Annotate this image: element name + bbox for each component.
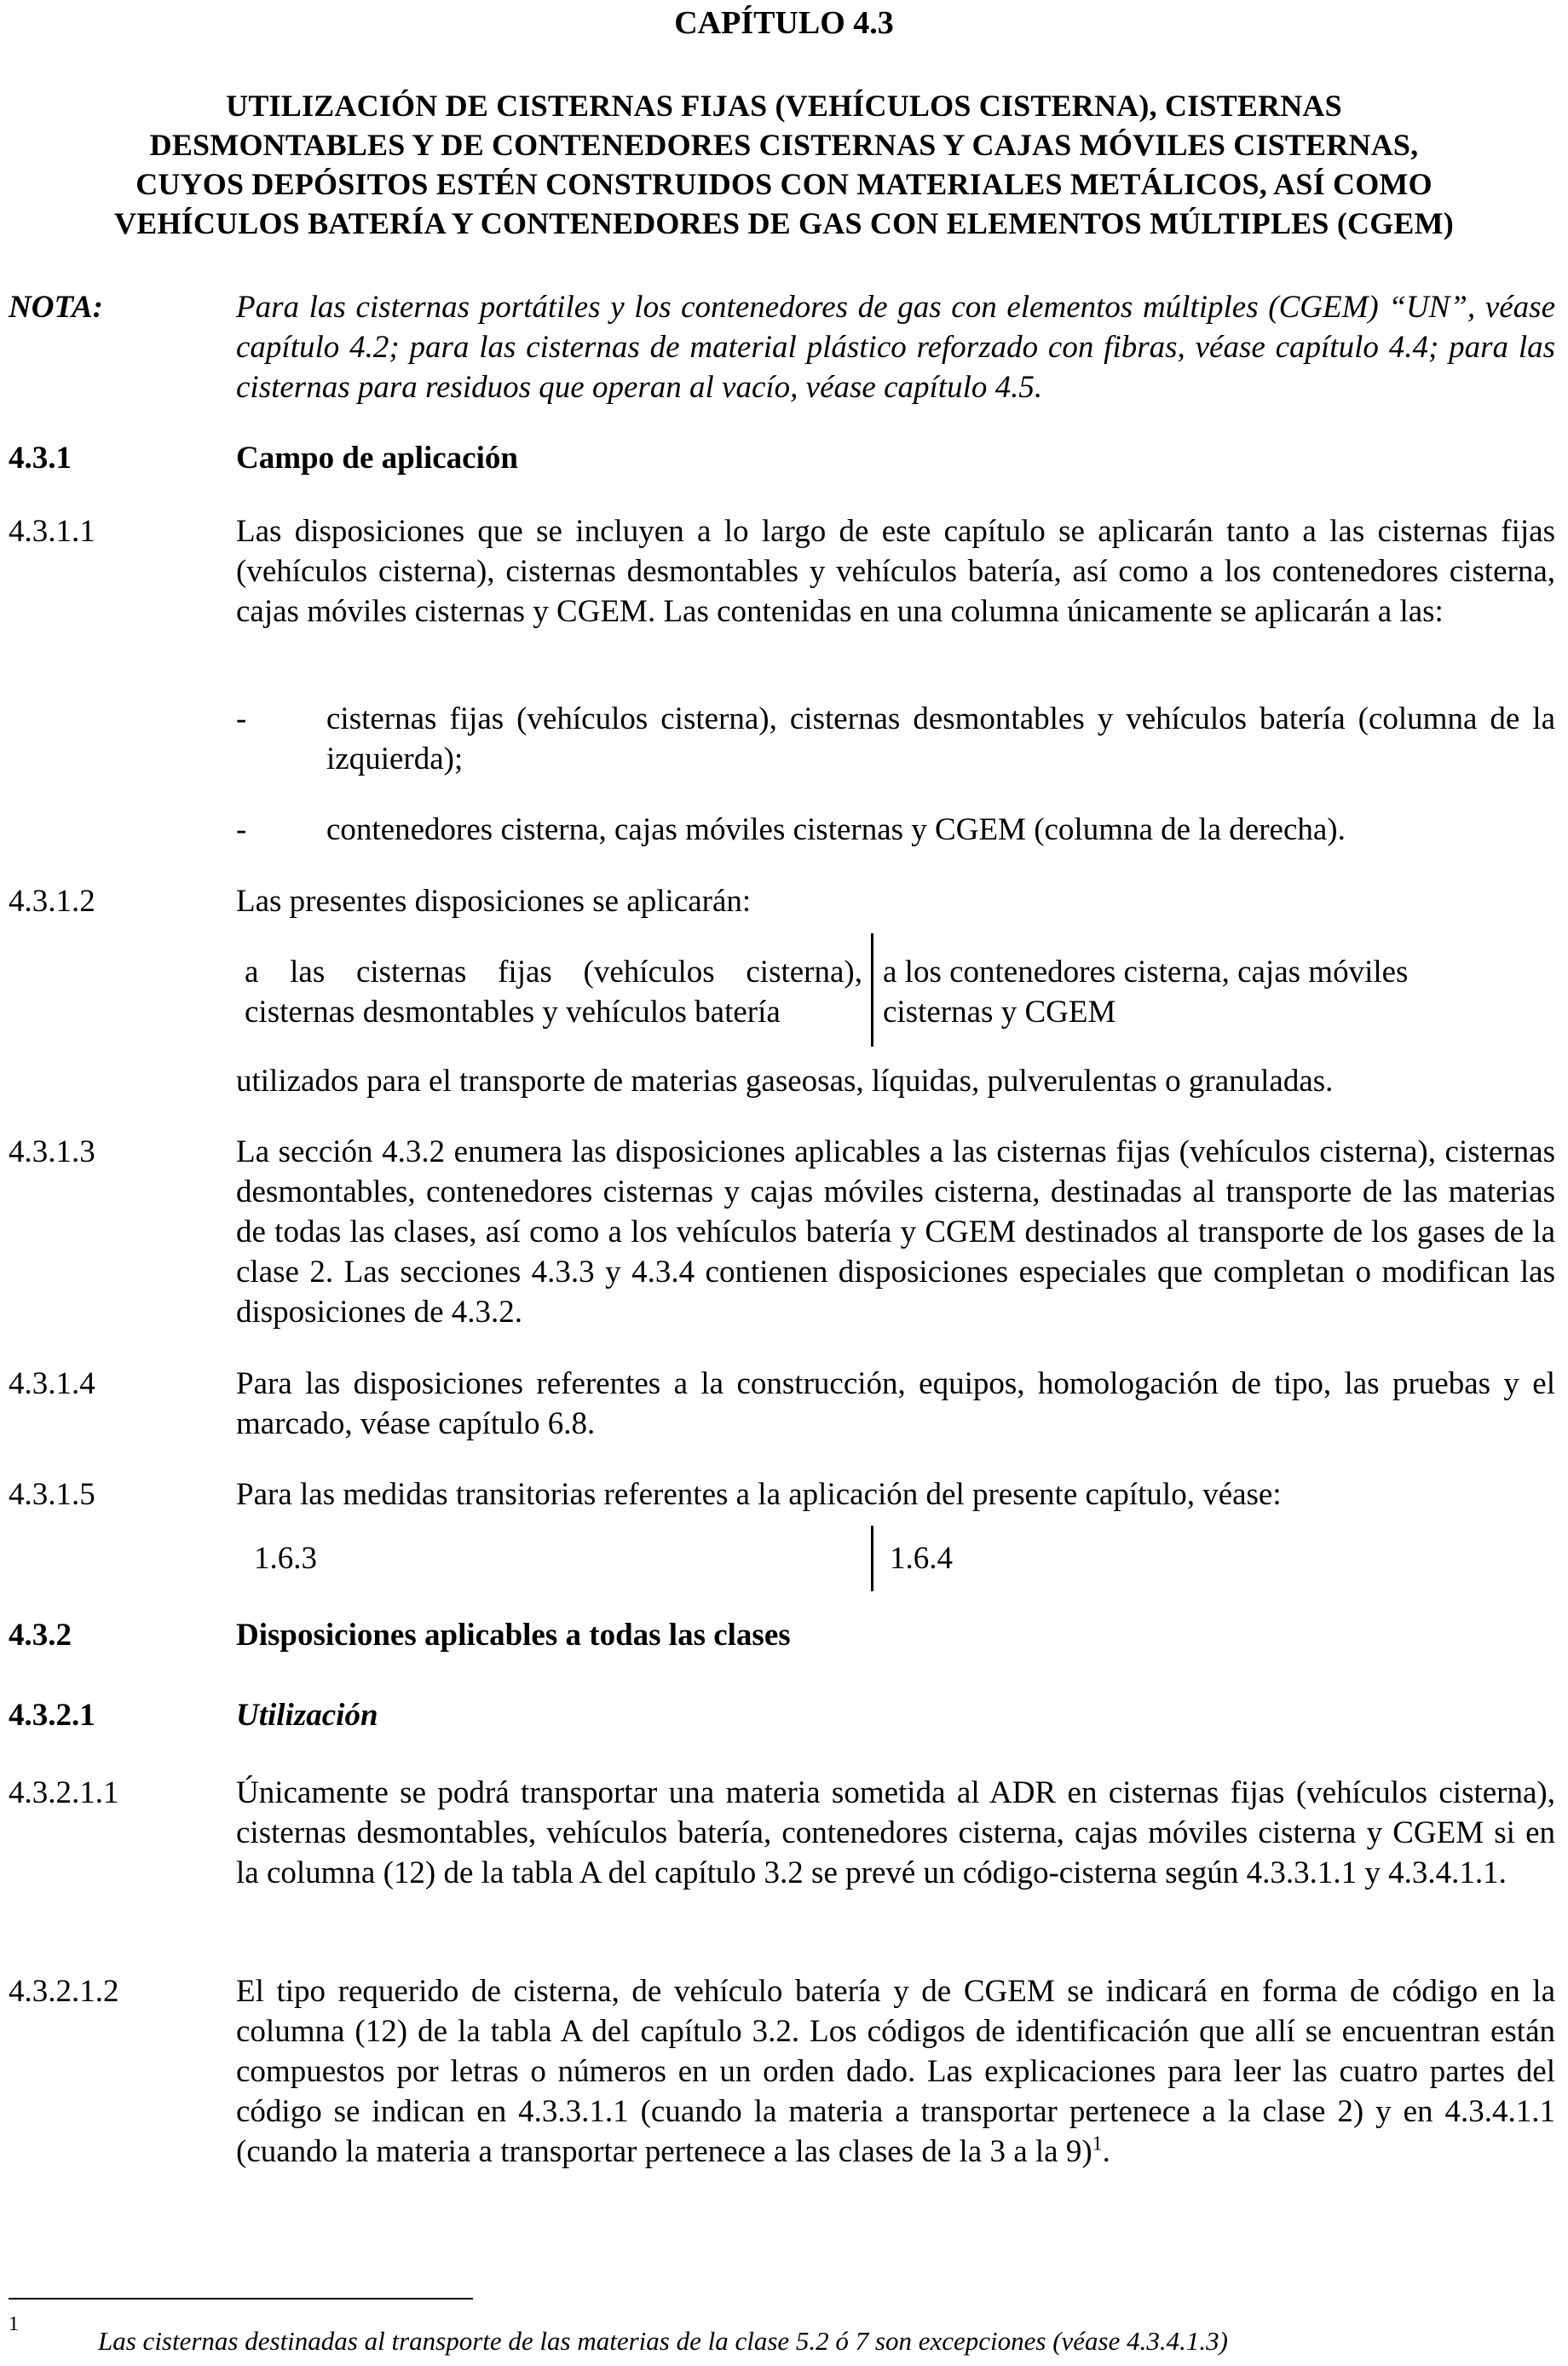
note-label: NOTA: (9, 290, 103, 325)
note-text: Para las cisternas portátiles y los contenedores de gas con elementos múltiples (CGEM) “UN”, véase capítulo 4.2; para las cisternas de material plástico reforzado con fibras, véase capítulo 4.4; para las cisternas para residuos que operan al vacío, véase capítulo 4.5. (236, 290, 1555, 405)
left-column-text: a las cisternas fijas (vehículos cisterna), cisternas desmontables y vehículos batería (245, 955, 862, 1030)
chapter-heading: CAPÍTULO 4.3 (674, 5, 894, 41)
list-dash: - (236, 701, 247, 736)
chapter-title-line-3: CUYOS DEPÓSITOS ESTÉN CONSTRUIDOS CON MATERIALES METÁLICOS, ASÍ COMO (135, 167, 1433, 201)
list-item: cisternas fijas (vehículos cisterna), cisternas desmontables y vehículos batería (columna de la izquierda); (326, 701, 1555, 776)
right-column-text: 1.6.4 (890, 1541, 953, 1576)
paragraph-number: 4.3.2.1.2 (9, 1974, 119, 2009)
paragraph-text: La sección 4.3.2 enumera las disposiciones aplicables a las cisternas fijas (vehículos cisterna), cisternas desmontables, contenedores cisternas y cajas móviles cisterna, destinadas al transporte de las materias de todas las clases, así como a los vehículos batería y CGEM destinados al transporte de los gases de la clase 2. Las secciones 4.3.3 y 4.3.4 contienen disposiciones especiales que completan o modifican las disposiciones de 4.3.2. (236, 1134, 1555, 1330)
section-title: Campo de aplicación (236, 441, 518, 476)
footnote-reference[interactable]: 1 (1092, 2132, 1103, 2155)
left-column-text: 1.6.3 (254, 1541, 317, 1576)
right-column-text: a los contenedores cisterna, cajas móviles cisternas y CGEM (883, 955, 1409, 1030)
column-divider (871, 933, 873, 1047)
chapter-title-line-1: UTILIZACIÓN DE CISTERNAS FIJAS (VEHÍCULOS CISTERNA), CISTERNAS (226, 89, 1342, 123)
paragraph-text: utilizados para el transporte de materias gaseosas, líquidas, pulverulentas o granuladas. (236, 1064, 1334, 1099)
paragraph-number: 4.3.1.3 (9, 1134, 95, 1169)
paragraph-text: Para las medidas transitorias referentes a la aplicación del presente capítulo, véase: (236, 1477, 1282, 1512)
footnote-text: Las cisternas destinadas al transporte de las materias de la clase 5.2 ó 7 son excepciones (véase 4.3.4.1.3) (98, 2326, 1228, 2356)
column-divider (871, 1526, 873, 1591)
footnote-mark: 1 (9, 2313, 19, 2335)
subsection-number: 4.3.2.1 (9, 1698, 95, 1733)
section-number: 4.3.1 (9, 441, 72, 476)
paragraph-number: 4.3.1.1 (9, 514, 95, 549)
chapter-title-line-4: VEHÍCULOS BATERÍA Y CONTENEDORES DE GAS CON ELEMENTOS MÚLTIPLES (CGEM) (114, 206, 1454, 240)
paragraph-text: Únicamente se podrá transportar una materia sometida al ADR en cisternas fijas (vehículos cisterna), cisternas desmontables, vehículos batería, contenedores cisterna, cajas móviles cisterna y CGEM si en la columna (12) de la tabla A del capítulo 3.2 se prevé un código-cisterna según 4.3.3.1.1 y 4.3.4.1.1. (236, 1775, 1555, 1890)
chapter-title-line-2: DESMONTABLES Y DE CONTENEDORES CISTERNAS Y CAJAS MÓVILES CISTERNAS, (149, 128, 1419, 162)
paragraph-text: El tipo requerido de cisterna, de vehículo batería y de CGEM se indicará en forma de código en la columna (12) de la tabla A del capítulo 3.2. Los códigos de identificación que allí se encuentran están compuestos por letras o números en un orden dado. Las explicaciones para leer las cuatro partes del código se indican en 4.3.3.1.1 (cuando la materia a transportar pertenece a la clase 2) y en 4.3.4.1.1 (cuando la materia a transportar pertenece a las clases de la 3 a la 9)$^1$. (236, 1974, 1555, 2169)
paragraph-number: 4.3.1.2 (9, 884, 95, 919)
paragraph-number: 4.3.1.4 (9, 1366, 95, 1401)
paragraph-number: 4.3.2.1.1 (9, 1775, 119, 1810)
section-title: Disposiciones aplicables a todas las clases (236, 1618, 791, 1653)
section-number: 4.3.2 (9, 1618, 72, 1653)
paragraph-text: Las disposiciones que se incluyen a lo largo de este capítulo se aplicarán tanto a las cisternas fijas (vehículos cisterna), cisternas desmontables y vehículos batería, así como a los contenedores cisterna, cajas móviles cisternas y CGEM. Las contenidas en una columna únicamente se aplicarán a las: (236, 514, 1555, 629)
paragraph-text: Para las disposiciones referentes a la construcción, equipos, homologación de tipo, las pruebas y el marcado, véase capítulo 6.8. (236, 1366, 1555, 1441)
list-dash: - (236, 812, 247, 847)
paragraph-text: Las presentes disposiciones se aplicarán: (236, 884, 752, 919)
list-item: contenedores cisterna, cajas móviles cisternas y CGEM (columna de la derecha). (326, 812, 1346, 847)
paragraph-number: 4.3.1.5 (9, 1477, 95, 1512)
footnote-separator (9, 2298, 473, 2300)
subsection-title: Utilización (236, 1698, 378, 1733)
